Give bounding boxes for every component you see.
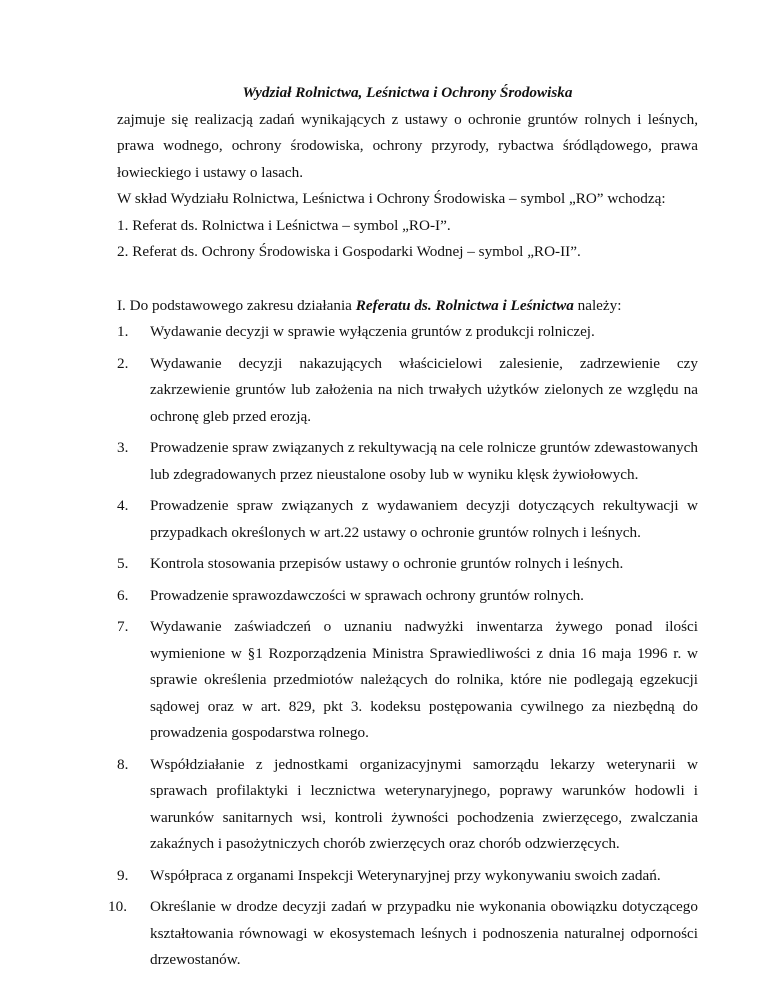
composition-line: W skład Wydziału Rolnictwa, Leśnictwa i Ochrony Środowiska – symbol „RO” wchodzą: <box>117 190 666 207</box>
list-item <box>117 583 698 610</box>
list-item <box>117 752 698 858</box>
list-item-text: Współpraca z organami Inspekcji Weterynaryjnej przy wykonywaniu swoich zadań. <box>150 866 661 884</box>
list-item-number: 9. <box>117 866 129 884</box>
list-item-number: 8. <box>117 755 129 773</box>
list-item <box>108 894 698 974</box>
section-lead-emphasis: Referatu ds. Rolnictwa i Leśnictwa <box>355 296 574 314</box>
list-item <box>117 319 698 346</box>
list-item-number: 2. <box>117 354 129 372</box>
list-item-number: 4. <box>117 497 129 514</box>
list-item-number: 5. <box>117 555 129 572</box>
list-item-text: Prowadzenie spraw związanych z rekultywacją na cele rolnicze gruntów zdewastowanych lub zdegradowanych przez nieustalone osoby lub w wyniku klęsk żywiołowych. <box>150 439 698 483</box>
unit-line: 1. Referat ds. Rolnictwa i Leśnictwa – symbol „RO-I”. <box>117 216 451 234</box>
list-item-text: Prowadzenie sprawozdawczości w sprawach ochrony gruntów rolnych. <box>150 586 584 604</box>
document-title: Wydział Rolnictwa, Leśnictwa i Ochrony Środowiska <box>242 84 573 101</box>
list-item-number: 3. <box>117 439 129 456</box>
section-lead <box>117 293 698 320</box>
section-lead-suffix: należy: <box>573 296 622 314</box>
unit-line: 2. Referat ds. Ochrony Środowiska i Gospodarki Wodnej – symbol „RO-II”. <box>117 243 581 260</box>
list-item <box>117 351 698 431</box>
list-item-text: Określanie w drodze decyzji zadań w przypadku nie wykonania obowiązku dotyczącego kształtowania równowagi w ekosystemach leśnych i podnoszenia naturalnej odporności drzewostanów. <box>150 898 698 968</box>
paragraph-gap <box>117 266 698 293</box>
list-item-number: 7. <box>117 618 129 635</box>
list-item <box>117 493 698 546</box>
list-item <box>117 435 698 488</box>
list-item <box>117 863 698 890</box>
list-item <box>117 614 698 747</box>
list-item-number: 6. <box>117 586 129 604</box>
list-item-text: Kontrola stosowania przepisów ustawy o ochronie gruntów rolnych i leśnych. <box>150 555 624 572</box>
list-item-text: Wydawanie decyzji w sprawie wyłączenia gruntów z produkcji rolniczej. <box>150 323 595 340</box>
list-item-text: Współdziałanie z jednostkami organizacyjnymi samorządu lekarzy weterynarii w sprawach profilaktyki i lecznictwa weterynaryjnego, poprawy warunków hodowli i warunków sanitarnych wsi, kontroli żywności pochodzenia zwierzęcego, zwalczania zakaźnych i pasożytniczych chorób zwierzęcych oraz chorób odzwierzęcych. <box>150 755 698 852</box>
list-item-text: Wydawanie zaświadczeń o uznaniu nadwyżki inwentarza żywego ponad ilości wymienione w §1 Rozporządzenia Ministra Sprawiedliwości z dnia 16 maja 1996 r. w sprawie określenia przedmiotów należących do rolnika, które nie podlegają egzekucji sądowej oraz w art. 829, pkt 3. kodeksu postępowania cywilnego za niezbędną do prowadzenia gospodarstwa rolnego. <box>150 618 698 741</box>
list-item-text: Wydawanie decyzji nakazujących właścicielowi zalesienie, zadrzewienie czy zakrzewienie gruntów lub założenia na nich trwałych użytków zielonych ze względu na ochronę gleb przed erozją. <box>150 354 698 425</box>
list-item-number: 1. <box>117 323 129 340</box>
list-item-number: 10. <box>108 898 127 915</box>
duties-list <box>108 319 698 974</box>
intro-paragraph: zajmuje się realizacją zadań wynikających z ustawy o ochronie gruntów rolnych i leśnych, prawa wodnego, ochrony środowiska, ochrony przyrody, rybactwa śródlądowego, prawa łowieckiego i ustawy o lasach. <box>117 110 698 181</box>
list-item <box>117 551 698 578</box>
list-item-text: Prowadzenie spraw związanych z wydawaniem decyzji dotyczących rekultywacji w przypadkach określonych w art.22 ustawy o ochronie gruntów rolnych i leśnych. <box>150 497 698 541</box>
section-lead-prefix: I. Do podstawowego zakresu działania <box>117 296 356 314</box>
